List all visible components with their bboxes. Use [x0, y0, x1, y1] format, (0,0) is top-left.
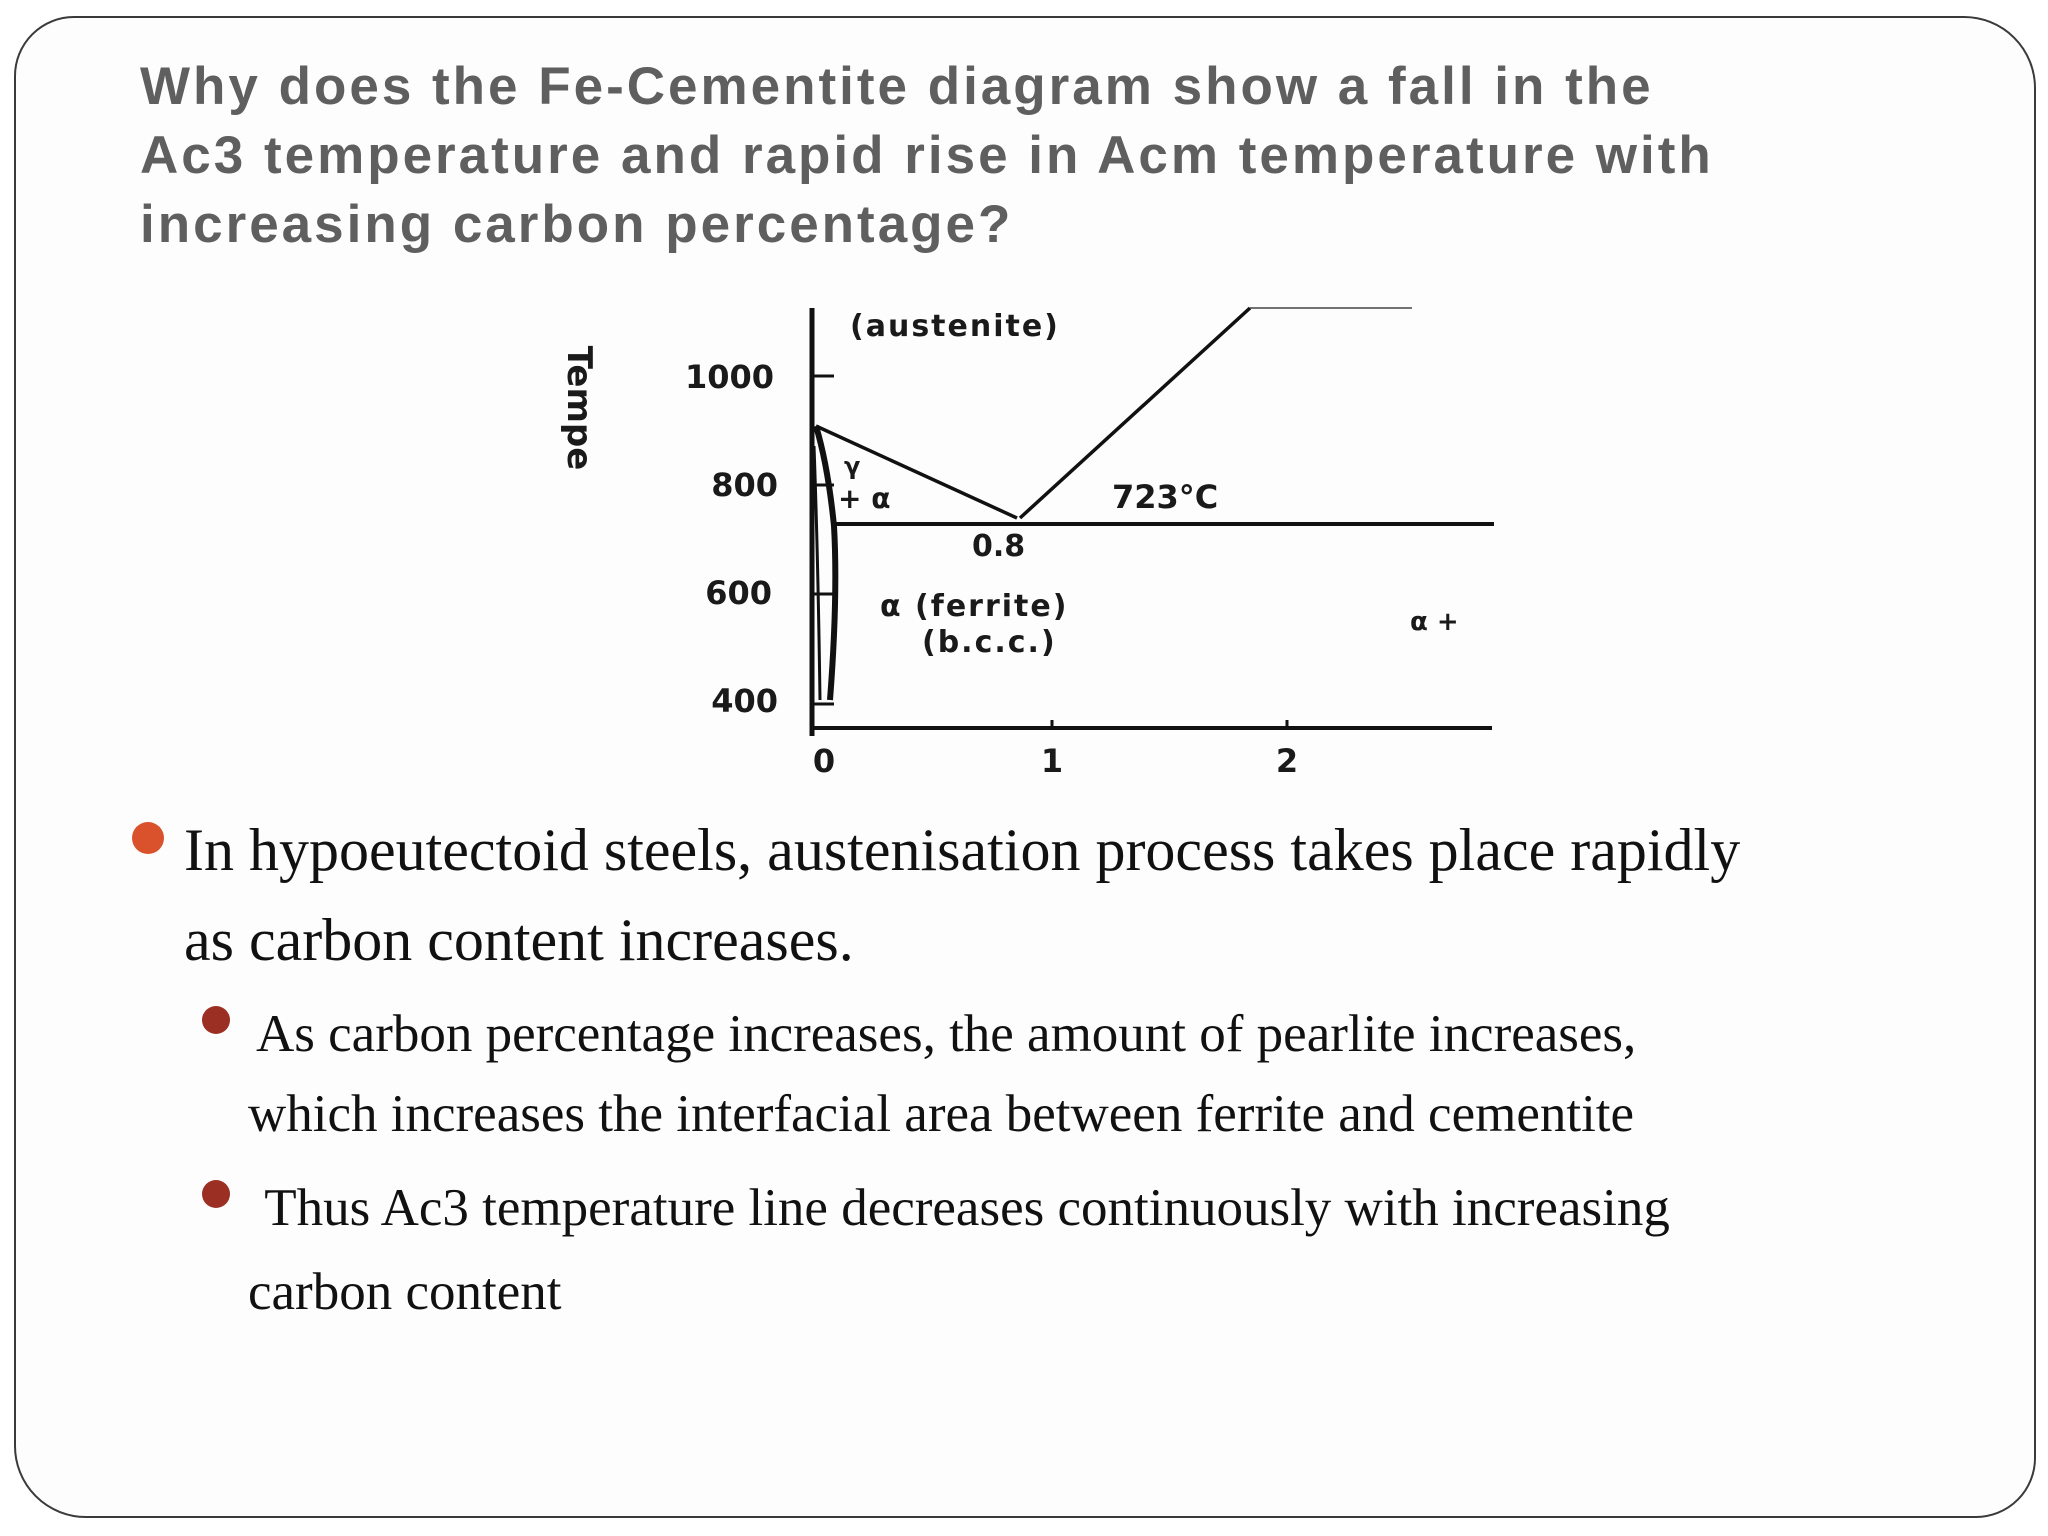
alpha-plus-label: α +	[1410, 607, 1459, 637]
x-tick-label-2: 2	[1275, 742, 1299, 780]
fe-c-phase-diagram	[512, 296, 1512, 790]
y-tick-label-600: 600	[705, 574, 772, 612]
austenite-label: (austenite)	[850, 309, 1060, 344]
gamma-label: γ	[844, 452, 861, 480]
bullet-text-line: which increases the interfacial area between ferrite and cementite	[248, 1085, 1635, 1143]
bullet-text-line: as carbon content increases.	[184, 907, 854, 973]
bullet-text-line: Thus Ac3 temperature line decreases continuously with increasing	[252, 1179, 1670, 1237]
bcc-label: (b.c.c.)	[922, 625, 1057, 660]
x-tick-label-0: 0	[812, 742, 836, 780]
y-tick-label-1000: 1000	[684, 358, 774, 396]
eutectoid-temp-label: 723°C	[1112, 478, 1219, 516]
y-tick-label-400: 400	[711, 682, 778, 720]
y-axis-label: Tempe	[559, 345, 599, 471]
bullet-text-line: carbon content	[248, 1263, 562, 1321]
gamma-alpha-label: + α	[838, 482, 891, 515]
eutectoid-comp-label: 0.8	[972, 529, 1026, 564]
x-tick-label-1: 1	[1040, 742, 1064, 780]
bullet-text-line: As carbon percentage increases, the amount of pearlite increases,	[256, 1005, 1637, 1063]
ferrite-label: α (ferrite)	[880, 589, 1069, 624]
slide-title: Why does the Fe-Cementite diagram show a fall in the Ac3 temperature and rapid rise in Acm temperature with increasing carbon percentage?	[140, 57, 1714, 254]
bullet-text-line: In hypoeutectoid steels, austenisation process takes place rapidly	[184, 817, 1741, 883]
y-tick-label-800: 800	[711, 466, 778, 504]
